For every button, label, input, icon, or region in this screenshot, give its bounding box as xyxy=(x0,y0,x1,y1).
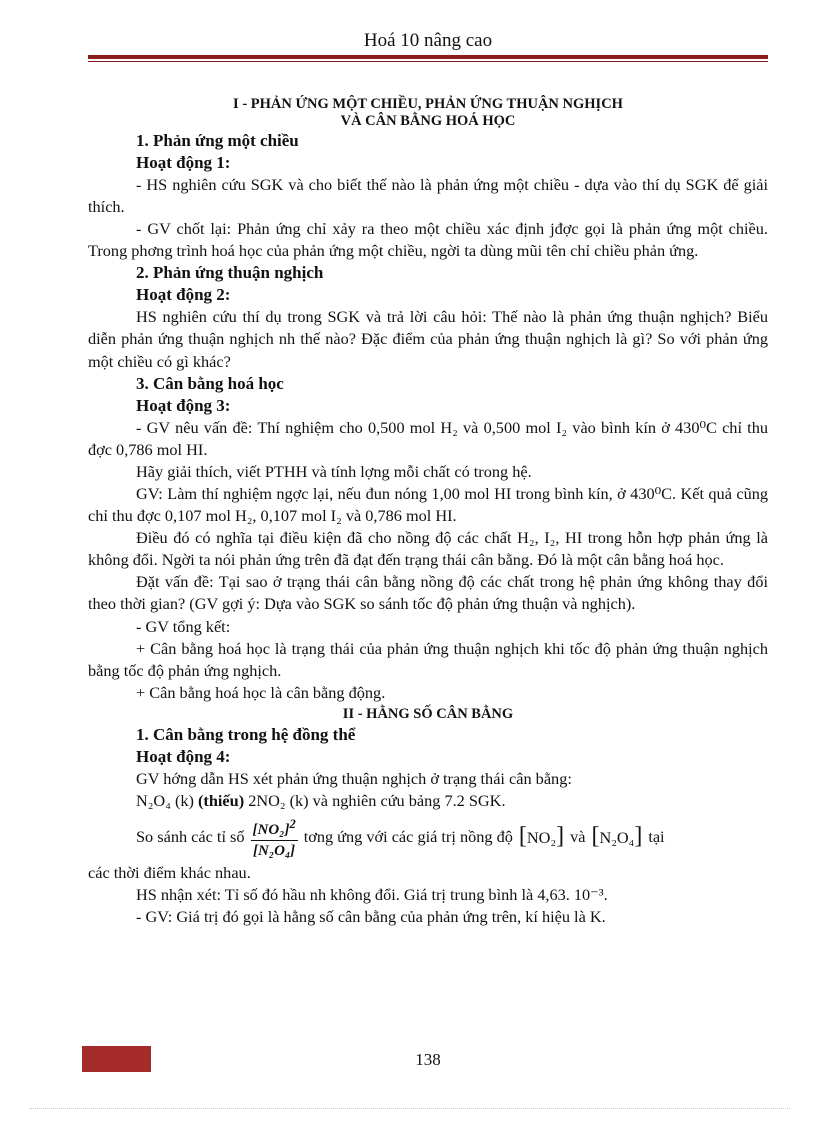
paragraph: các thời điểm khác nhau. xyxy=(88,863,251,883)
page-content xyxy=(88,96,768,928)
paragraph: GV: Làm thí nghiệm ngợc lại, nếu đun nóng 1,00 mol HI trong bình kín, ở 430⁰C. Kết quả cũng chỉ thu đợc 0,107 mol H₂, 0,107 mol I₂ và 0,786 mol HI. xyxy=(88,483,768,526)
ratio-intro: So sánh các tỉ số xyxy=(136,827,245,847)
paragraph: HS nghiên cứu thí dụ trong SGK và trả lời câu hỏi: Thế nào là phản ứng thuận nghịch? Biểu diễn phản ứng thuận nghịch nh thế nào? Đặc điểm của phản ứng thuận nghịch là gì? So với phản ứng một chiều có gì khác? xyxy=(88,307,768,371)
page-bottom-dotted-rule xyxy=(30,1108,790,1109)
conjunction: và xyxy=(570,827,586,847)
product-text: 2NO₂ (k) và nghiên cứu bảng 7.2 SGK. xyxy=(244,790,506,810)
paragraph: - GV tổng kết: xyxy=(136,616,231,636)
paragraph: HS nhận xét: Tỉ số đó hầu nh không đổi. Giá trị trung bình là 4,63. 10⁻³. xyxy=(136,885,608,905)
section-1-title-line-2: VÀ CÂN BẰNG HOÁ HỌC xyxy=(340,113,516,129)
concentration-2: [N₂O₄] xyxy=(591,823,643,850)
page-number: 138 xyxy=(415,1050,441,1069)
section-1-title-line-1: I - PHẢN ỨNG MỘT CHIỀU, PHẢN ỨNG THUẬN NGHỊCH xyxy=(233,96,623,112)
activity-2-heading: Hoạt động 2: xyxy=(136,285,231,305)
conc-2-species: N₂O₄ xyxy=(599,828,635,848)
ratio-text: tơng ứng với các giá trị nồng độ xyxy=(303,827,513,847)
numerator-exponent: 2 xyxy=(289,816,296,831)
fraction-numerator: $[NO_2]^2$ xyxy=(252,816,296,838)
paragraph: + Cân bằng hoá học là cân bằng động. xyxy=(136,682,386,702)
missing-arrow-note: (thiếu) xyxy=(198,790,245,810)
ratio-comparison-line xyxy=(136,812,768,862)
conc-1-species: NO₂ xyxy=(526,828,557,848)
header-rule-thick xyxy=(88,55,768,59)
heading-homogeneous-equilibrium: 1. Cân bằng trong hệ đồng thể xyxy=(136,724,356,744)
paragraph: Đặt vấn đề: Tại sao ở trạng thái cân bằng nồng độ các chất trong hệ phản ứng không thay đổi theo thời gian? (GV gợi ý: Dựa vào SGK so sánh tốc độ phản ứng thuận và nghịch). xyxy=(88,572,768,614)
page-header-title: Hoá 10 nâng cao xyxy=(363,30,493,51)
header-rule-thin xyxy=(88,61,768,62)
paragraph: Hãy giải thích, viết PTHH và tính lợng mỗi chất có trong hệ. xyxy=(136,461,532,481)
activity-3-heading: Hoạt động 3: xyxy=(136,395,231,415)
activity-4-heading: Hoạt động 4: xyxy=(136,746,231,766)
fraction-denominator: [N₂O₄] xyxy=(253,842,296,859)
paragraph: - HS nghiên cứu SGK và cho biết thế nào là phản ứng một chiều - dựa vào thí dụ SGK để giải thích. xyxy=(88,175,768,217)
heading-one-way-reaction: 1. Phản ứng một chiều xyxy=(136,131,299,150)
heading-reversible-reaction: 2. Phản ứng thuận nghịch xyxy=(136,263,324,283)
numerator-species: NO₂ xyxy=(257,821,285,838)
denominator-species: N₂O₄ xyxy=(258,842,291,859)
concentration-1: [NO₂] xyxy=(518,823,565,850)
paragraph: - GV chốt lại: Phản ứng chỉ xảy ra theo một chiều xác định jđợc gọi là phản ứng một chiều. Trong phơng trình hoá học của phản ứng một chiều, ngời ta dùng mũi tên chỉ chiều phản ứng. xyxy=(88,219,768,261)
paragraph: - GV: Giá trị đó gọi là hằng số cân bằng của phản ứng trên, kí hiệu là K. xyxy=(136,907,606,927)
heading-chemical-equilibrium: 3. Cân bằng hoá học xyxy=(136,373,284,393)
paragraph: GV hớng dẫn HS xét phản ứng thuận nghịch ở trạng thái cân bằng: xyxy=(136,768,572,788)
paragraph: + Cân bằng hoá học là trạng thái của phản ứng thuận nghịch khi tốc độ phản ứng thuận nghịch bằng tốc độ phản ứng nghịch. xyxy=(88,638,768,680)
ratio-tail: tại xyxy=(648,827,665,847)
paragraph: Điều đó có nghĩa tại điều kiện đã cho nồng độ các chất H₂, I₂, HI trong hỗn hợp phản ứng là không đổi. Ngời ta nói phản ứng trên đã đạt đến trạng thái cân bằng. Đó là một cân bằng hoá học. xyxy=(88,528,768,570)
paragraph: - GV nêu vấn đề: Thí nghiệm cho 0,500 mol H₂ và 0,500 mol I₂ vào bình kín ở 430⁰C chỉ thu đợc 0,786 mol HI. xyxy=(88,417,768,459)
reaction-equation xyxy=(88,790,768,812)
concentration-ratio-fraction xyxy=(251,814,298,861)
footer-decoration xyxy=(82,1046,151,1072)
activity-1-heading: Hoạt động 1: xyxy=(136,153,231,172)
section-2-title: II - HẰNG SỐ CÂN BẰNG xyxy=(342,705,514,722)
reactant: N₂O₄ (k) xyxy=(136,790,198,810)
